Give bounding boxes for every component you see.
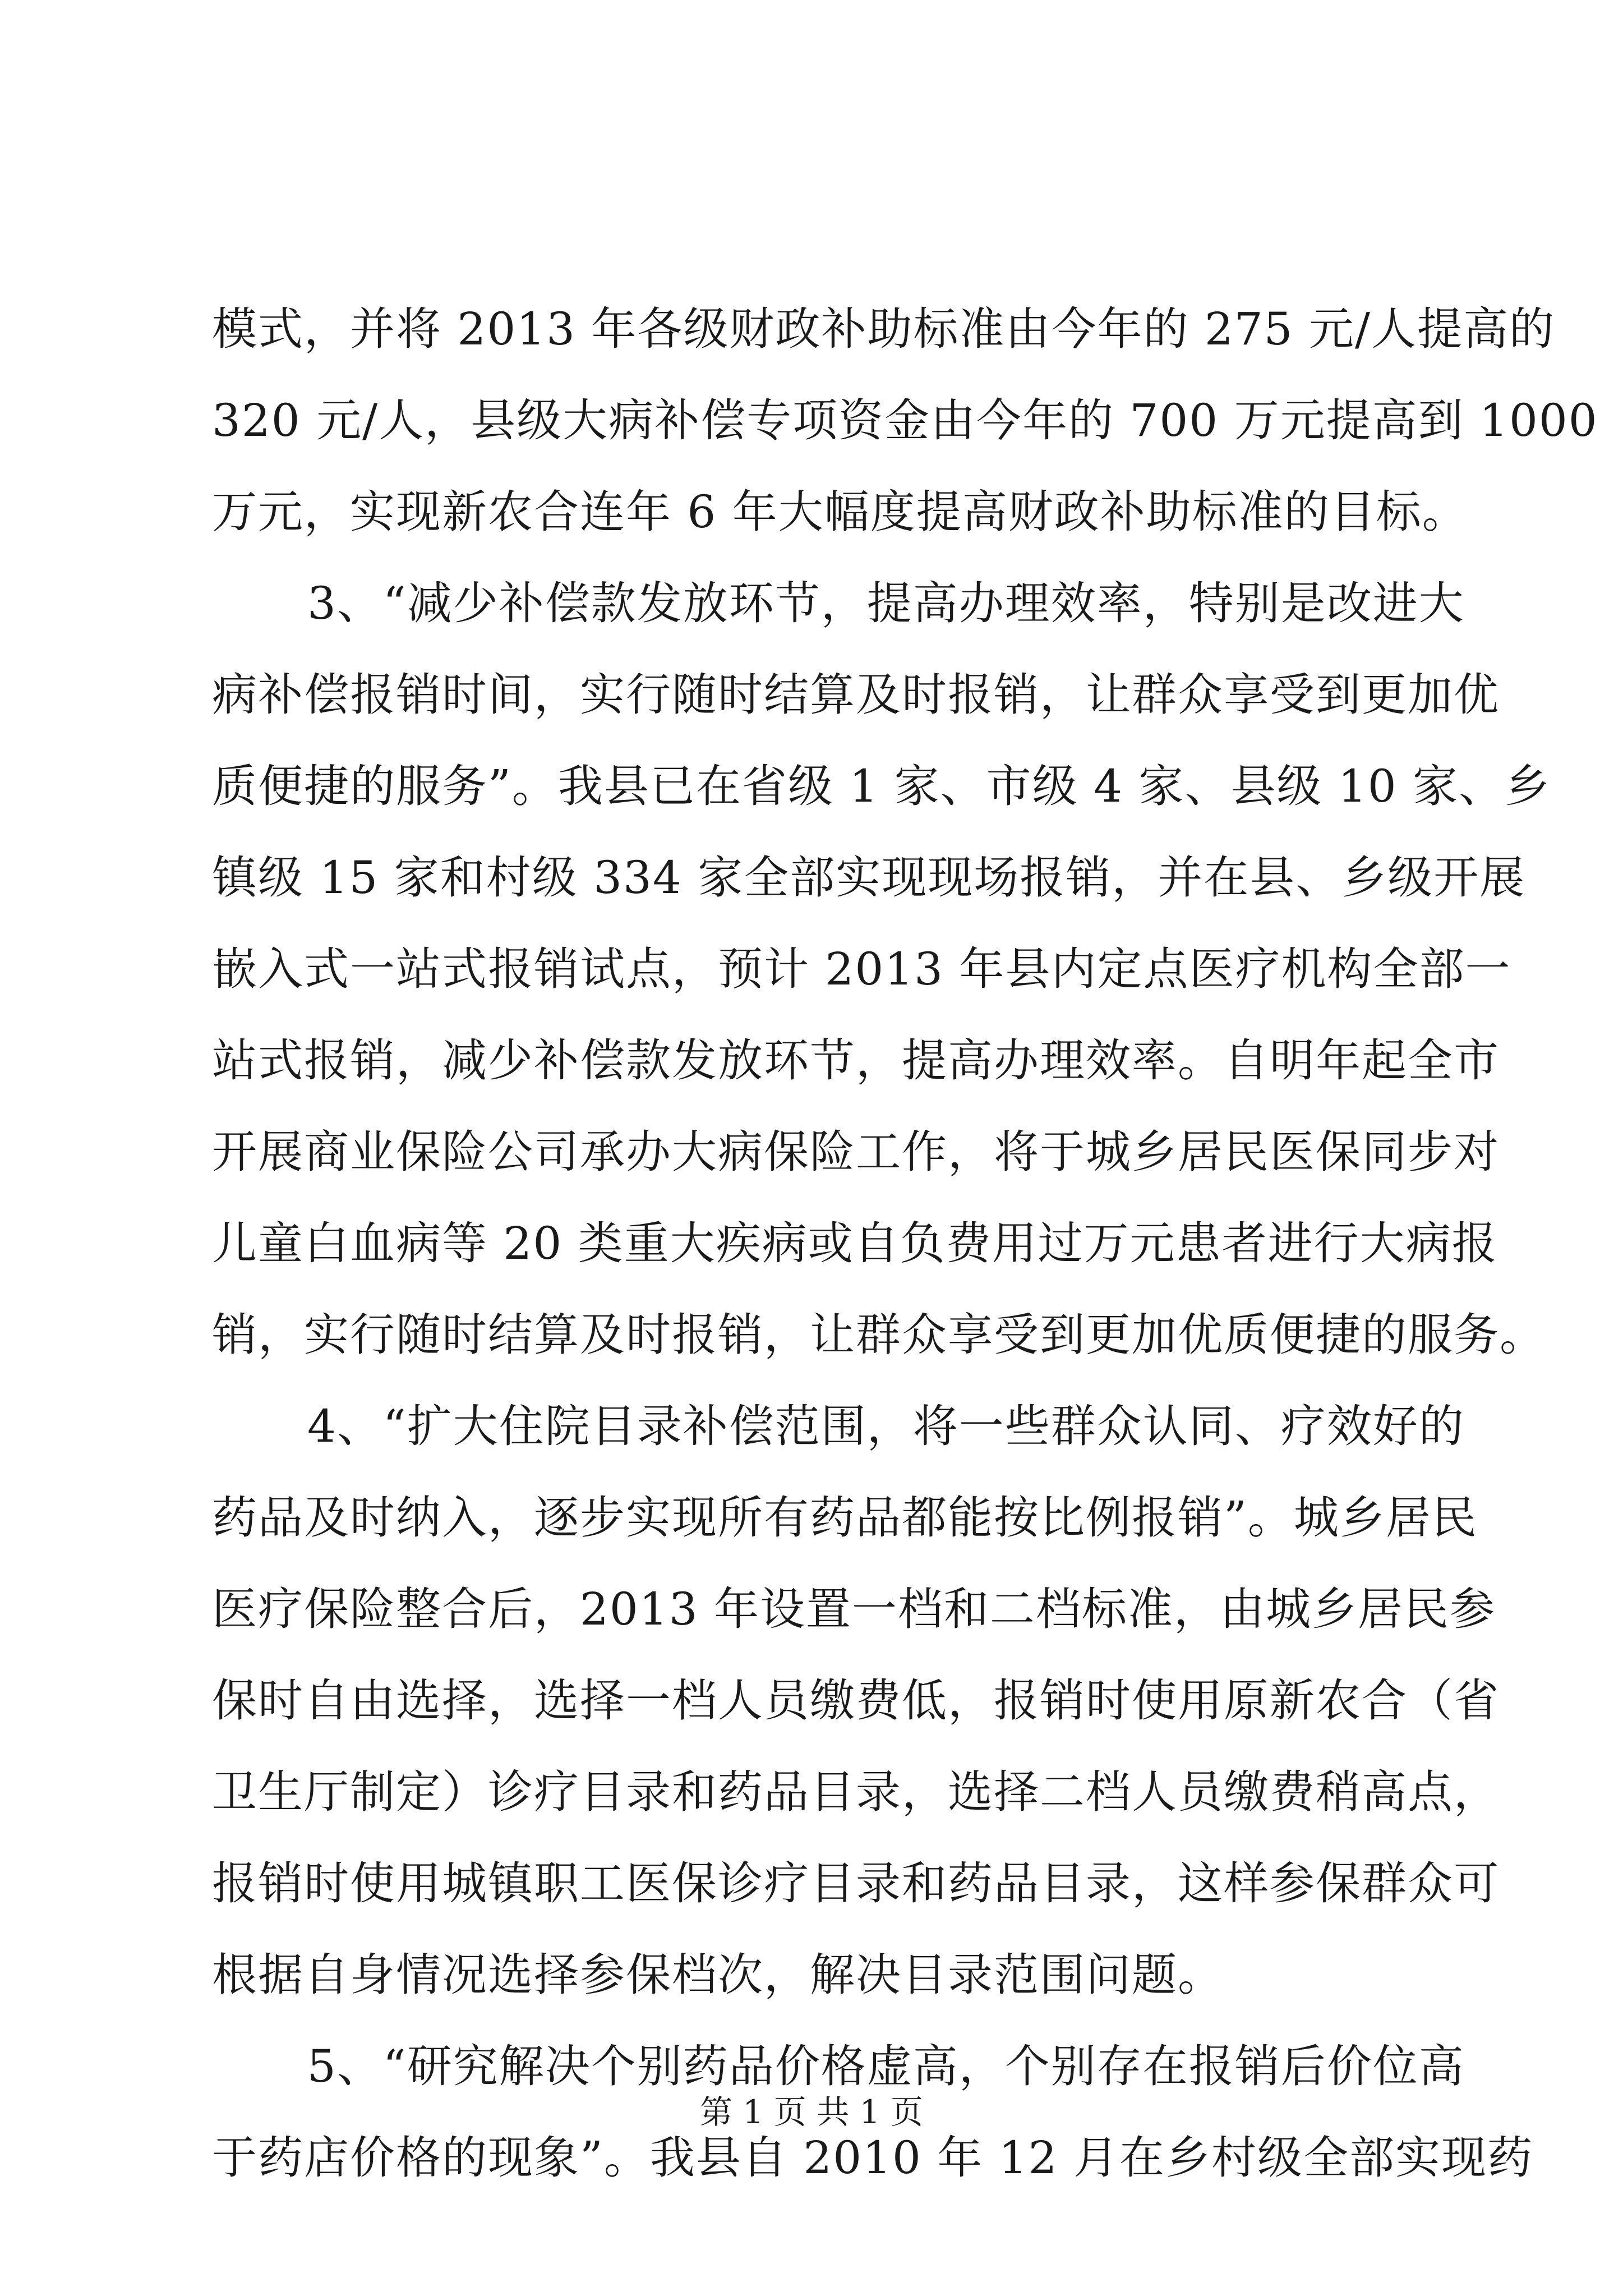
- text-line: 报销时使用城镇职工医保诊疗目录和药品目录，这样参保群众可: [212, 1857, 1500, 1910]
- text-line: 嵌入式一站式报销试点，预计 2013 年县内定点医疗机构全部一: [212, 943, 1511, 995]
- text-line: 5、“研究解决个别药品价格虚高，个别存在报销后价位高: [307, 2040, 1465, 2092]
- text-line: 于药店价格的现象”。我县自 2010 年 12 月在乡村级全部实现药: [212, 2132, 1534, 2184]
- text-line: 镇级 15 家和村级 334 家全部实现现场报销，并在县、乡级开展: [212, 852, 1526, 904]
- text-line: 保时自由选择，选择一档人员缴费低，报销时使用原新农合（省: [212, 1674, 1500, 1727]
- text-line: 儿童白血病等 20 类重大疾病或自负费用过万元患者进行大病报: [212, 1217, 1498, 1269]
- text-line: 质便捷的服务”。我县已在省级 1 家、市级 4 家、县级 10 家、乡: [212, 760, 1551, 812]
- text-line: 卫生厅制定）诊疗目录和药品目录，选择二档人员缴费稍高点，: [212, 1766, 1500, 1818]
- text-line: 药品及时纳入，逐步实现所有药品都能按比例报销”。城乡居民: [212, 1492, 1478, 1544]
- page-number-label: 第 1 页 共 1 页: [700, 2093, 923, 2131]
- text-line: 站式报销，减少补偿款发放环节，提高办理效率。自明年起全市: [212, 1034, 1500, 1087]
- text-line: 销，实行随时结算及时报销，让群众享受到更加优质便捷的服务。: [212, 1309, 1546, 1361]
- document-body: [212, 283, 1598, 2203]
- text-line: 开展商业保险公司承办大病保险工作，将于城乡居民医保同步对: [212, 1126, 1500, 1178]
- text-line: 3、“减少补偿款发放环节，提高办理效率，特别是改进大: [307, 577, 1465, 629]
- text-line: 医疗保险整合后，2013 年设置一档和二档标准，由城乡居民参: [212, 1583, 1496, 1635]
- page-footer: [0, 2090, 1623, 2134]
- text-line: 万元，实现新农合连年 6 年大幅度提高财政补助标准的目标。: [212, 486, 1468, 538]
- text-line: 模式，并将 2013 年各级财政补助标准由今年的 275 元/人提高的: [212, 303, 1555, 355]
- text-line: 病补偿报销时间，实行随时结算及时报销，让群众享受到更加优: [212, 669, 1500, 721]
- text-line: 320 元/人，县级大病补偿专项资金由今年的 700 万元提高到 1000: [212, 394, 1598, 447]
- text-line: 4、“扩大住院目录补偿范围，将一些群众认同、疗效好的: [307, 1400, 1465, 1452]
- text-line: 根据自身情况选择参保档次，解决目录范围问题。: [212, 1949, 1224, 2001]
